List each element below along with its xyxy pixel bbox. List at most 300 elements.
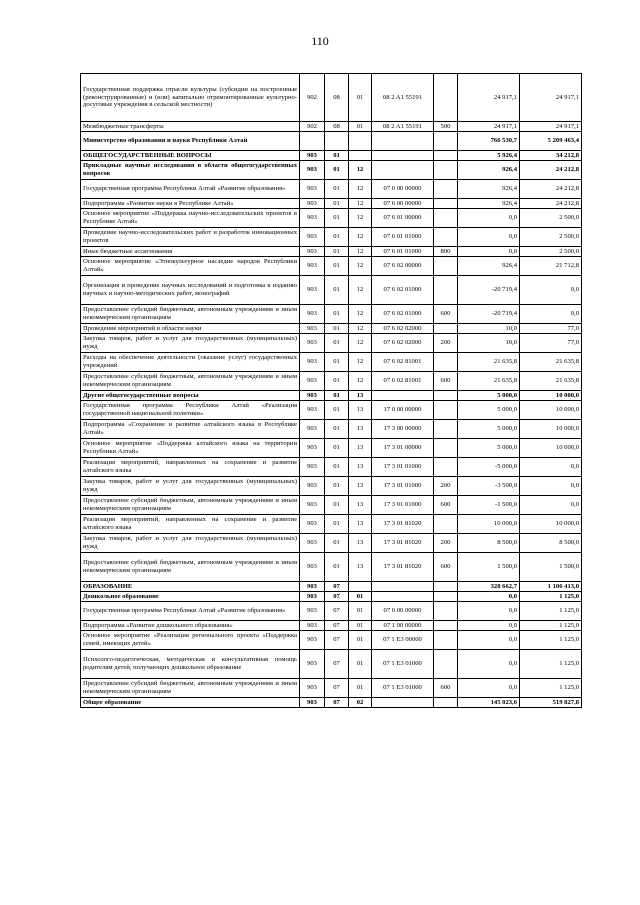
row-name: ОБРАЗОВАНИЕ: [81, 582, 300, 592]
row-name: Организация и проведение научных исследований и подготовка к изданию научных и научно-методических работ, монографий: [81, 276, 300, 305]
cell-section: 01: [325, 257, 349, 276]
cell-subsection: 12: [349, 257, 372, 276]
cell-amount-2: 1 500,0: [520, 553, 582, 582]
cell-section: 07: [325, 621, 349, 631]
cell-ved: 903: [300, 631, 325, 650]
cell-target-article: 07 6 01 01000: [372, 247, 434, 257]
cell-target-article: 17 3 01 81020: [372, 553, 434, 582]
table-row: [81, 592, 582, 602]
cell-target-article: 17 3 01 01000: [372, 496, 434, 515]
row-name: Реализация мероприятий, направленных на сохранение и развитие алтайского языка: [81, 458, 300, 477]
cell-amount-2: 1 125,0: [520, 592, 582, 602]
cell-amount-2: 1 125,0: [520, 602, 582, 621]
cell-amount-2: 2 500,0: [520, 247, 582, 257]
cell-expense-type: [434, 199, 458, 209]
cell-expense-type: [434, 276, 458, 305]
cell-expense-type: [434, 324, 458, 334]
table-row: [81, 74, 582, 122]
cell-amount-1: 0,0: [458, 602, 520, 621]
cell-expense-type: 600: [434, 305, 458, 324]
cell-subsection: 12: [349, 247, 372, 257]
cell-expense-type: 800: [434, 247, 458, 257]
table-row: [81, 324, 582, 334]
cell-section: 07: [325, 650, 349, 679]
cell-ved: 903: [300, 276, 325, 305]
cell-ved: 903: [300, 553, 325, 582]
cell-amount-1: -5 000,0: [458, 458, 520, 477]
cell-subsection: 01: [349, 74, 372, 122]
budget-table: [80, 73, 582, 708]
cell-ved: 903: [300, 324, 325, 334]
table-row: [81, 334, 582, 353]
cell-target-article: 07 0 00 00000: [372, 602, 434, 621]
row-name: Предоставление субсидий бюджетным, автономным учреждениям и иным некоммерческим организациям: [81, 496, 300, 515]
cell-section: 08: [325, 74, 349, 122]
cell-subsection: 12: [349, 228, 372, 247]
cell-expense-type: [434, 592, 458, 602]
cell-expense-type: 500: [434, 122, 458, 132]
cell-section: 07: [325, 582, 349, 592]
cell-section: 01: [325, 247, 349, 257]
cell-target-article: [372, 391, 434, 401]
cell-amount-2: 2 500,0: [520, 228, 582, 247]
row-name: Другие общегосударственные вопросы: [81, 391, 300, 401]
table-row: [81, 621, 582, 631]
row-name: Основное мероприятие «Поддержка научно-исследовательских проектов в Республике Алтай»: [81, 209, 300, 228]
cell-ved: [300, 132, 325, 151]
cell-amount-1: -20 719,4: [458, 276, 520, 305]
row-name: Основное мероприятие «Поддержка алтайского языка на территории Республики Алтай»: [81, 439, 300, 458]
cell-amount-2: 5 209 463,4: [520, 132, 582, 151]
cell-amount-2: 34 212,8: [520, 151, 582, 161]
cell-section: 01: [325, 496, 349, 515]
cell-target-article: 17 3 01 00000: [372, 439, 434, 458]
table-row: [81, 180, 582, 199]
cell-amount-2: 21 712,8: [520, 257, 582, 276]
cell-target-article: 07 6 00 00000: [372, 199, 434, 209]
cell-ved: 903: [300, 257, 325, 276]
table-row: [81, 151, 582, 161]
cell-expense-type: [434, 391, 458, 401]
cell-expense-type: 200: [434, 534, 458, 553]
cell-target-article: 07 6 02 81001: [372, 372, 434, 391]
cell-expense-type: [434, 151, 458, 161]
table-row: [81, 553, 582, 582]
row-name: Государственная программа Республики Алтай «Развитие образования»: [81, 602, 300, 621]
cell-amount-2: 1 125,0: [520, 650, 582, 679]
cell-section: 01: [325, 334, 349, 353]
row-name: Министерство образования и науки Республики Алтай: [81, 132, 300, 151]
cell-target-article: 07 1 E3 00000: [372, 631, 434, 650]
cell-ved: 903: [300, 372, 325, 391]
row-name: Иные бюджетные ассигнования: [81, 247, 300, 257]
cell-section: 01: [325, 372, 349, 391]
cell-amount-2: 519 827,8: [520, 698, 582, 708]
cell-target-article: 07 6 02 01000: [372, 305, 434, 324]
cell-section: 01: [325, 199, 349, 209]
row-name: Психолого-педагогическая, методическая и консультативная помощь родителям детей, получающих дошкольное образование: [81, 650, 300, 679]
cell-section: 01: [325, 228, 349, 247]
table-row: [81, 132, 582, 151]
table-row: [81, 582, 582, 592]
cell-ved: 903: [300, 439, 325, 458]
cell-target-article: 17 3 00 00000: [372, 420, 434, 439]
cell-amount-2: 77,0: [520, 334, 582, 353]
page-number: 110: [311, 34, 329, 48]
cell-subsection: 02: [349, 698, 372, 708]
row-name: Межбюджетные трансферты: [81, 122, 300, 132]
cell-subsection: [349, 151, 372, 161]
cell-amount-2: 0,0: [520, 305, 582, 324]
cell-section: 01: [325, 439, 349, 458]
cell-amount-1: 926,4: [458, 161, 520, 180]
cell-amount-1: 0,0: [458, 247, 520, 257]
cell-ved: 903: [300, 602, 325, 621]
cell-amount-1: 5 000,0: [458, 391, 520, 401]
row-name: Закупка товаров, работ и услуг для государственных (муниципальных) нужд: [81, 334, 300, 353]
cell-section: 01: [325, 161, 349, 180]
cell-amount-2: 21 635,8: [520, 372, 582, 391]
cell-ved: 902: [300, 122, 325, 132]
cell-ved: 903: [300, 401, 325, 420]
cell-amount-2: 24 917,1: [520, 74, 582, 122]
cell-target-article: 17 3 01 81020: [372, 534, 434, 553]
cell-amount-1: 5 926,4: [458, 151, 520, 161]
cell-expense-type: 200: [434, 477, 458, 496]
cell-subsection: 13: [349, 553, 372, 582]
table-row: [81, 391, 582, 401]
cell-expense-type: [434, 631, 458, 650]
cell-expense-type: 600: [434, 553, 458, 582]
cell-section: 07: [325, 592, 349, 602]
cell-section: 01: [325, 477, 349, 496]
cell-amount-1: 21 635,8: [458, 353, 520, 372]
cell-amount-2: 21 635,8: [520, 353, 582, 372]
cell-target-article: 08 2 A1 55191: [372, 74, 434, 122]
cell-amount-2: 77,0: [520, 324, 582, 334]
cell-amount-1: 926,4: [458, 199, 520, 209]
cell-ved: 903: [300, 151, 325, 161]
cell-amount-2: 24 212,8: [520, 199, 582, 209]
table-row: [81, 631, 582, 650]
cell-expense-type: [434, 228, 458, 247]
cell-subsection: 01: [349, 679, 372, 698]
cell-ved: 903: [300, 353, 325, 372]
cell-amount-1: 0,0: [458, 650, 520, 679]
cell-ved: 903: [300, 592, 325, 602]
row-name: Основное мероприятие «Реализация регионального проекта «Поддержка семей, имеющих детей»: [81, 631, 300, 650]
cell-amount-1: -3 500,0: [458, 477, 520, 496]
cell-amount-2: 1 125,0: [520, 631, 582, 650]
cell-subsection: 13: [349, 496, 372, 515]
cell-section: 01: [325, 353, 349, 372]
cell-amount-2: 10 000,0: [520, 439, 582, 458]
cell-section: 01: [325, 276, 349, 305]
row-name: Подпрограмма «Развитие науки в Республике Алтай»: [81, 199, 300, 209]
cell-section: 07: [325, 698, 349, 708]
cell-ved: 903: [300, 698, 325, 708]
cell-subsection: 12: [349, 353, 372, 372]
cell-amount-2: 10 000,0: [520, 391, 582, 401]
cell-subsection: 12: [349, 305, 372, 324]
table-row: [81, 247, 582, 257]
cell-expense-type: 200: [434, 334, 458, 353]
cell-subsection: 13: [349, 401, 372, 420]
cell-target-article: 07 6 02 02000: [372, 334, 434, 353]
cell-target-article: 07 6 01 01000: [372, 228, 434, 247]
cell-target-article: [372, 582, 434, 592]
row-name: Предоставление субсидий бюджетным, автономным учреждениям и иным некоммерческим организациям: [81, 372, 300, 391]
cell-section: 08: [325, 122, 349, 132]
table-row: [81, 698, 582, 708]
table-row: [81, 439, 582, 458]
row-name: Основное мероприятие «Этнокультурное наследие народов Республики Алтай»: [81, 257, 300, 276]
cell-amount-1: 0,0: [458, 228, 520, 247]
cell-expense-type: [434, 132, 458, 151]
cell-section: 07: [325, 602, 349, 621]
cell-subsection: 12: [349, 161, 372, 180]
cell-section: 01: [325, 209, 349, 228]
cell-target-article: 07 1 E3 01000: [372, 679, 434, 698]
cell-amount-2: 8 500,0: [520, 534, 582, 553]
cell-subsection: 13: [349, 534, 372, 553]
cell-section: 01: [325, 534, 349, 553]
cell-subsection: 12: [349, 372, 372, 391]
table-row: [81, 602, 582, 621]
cell-amount-2: 24 212,8: [520, 180, 582, 199]
table-row: [81, 257, 582, 276]
cell-ved: 903: [300, 180, 325, 199]
cell-ved: 903: [300, 582, 325, 592]
cell-expense-type: [434, 209, 458, 228]
table-row: [81, 161, 582, 180]
cell-ved: 903: [300, 534, 325, 553]
row-name: Проведение мероприятий в области науки: [81, 324, 300, 334]
cell-expense-type: [434, 439, 458, 458]
cell-ved: 903: [300, 334, 325, 353]
table-row: [81, 228, 582, 247]
cell-expense-type: [434, 420, 458, 439]
table-row: [81, 420, 582, 439]
cell-expense-type: [434, 582, 458, 592]
cell-subsection: [349, 582, 372, 592]
cell-section: 01: [325, 458, 349, 477]
cell-subsection: 13: [349, 420, 372, 439]
table-row: [81, 353, 582, 372]
cell-section: 01: [325, 420, 349, 439]
cell-target-article: [372, 151, 434, 161]
cell-ved: 903: [300, 305, 325, 324]
cell-ved: 903: [300, 458, 325, 477]
cell-ved: 903: [300, 679, 325, 698]
cell-section: 01: [325, 515, 349, 534]
cell-amount-1: 0,0: [458, 592, 520, 602]
cell-amount-1: 766 530,7: [458, 132, 520, 151]
cell-amount-1: 10 000,0: [458, 515, 520, 534]
table-row: [81, 679, 582, 698]
cell-ved: 903: [300, 515, 325, 534]
cell-ved: 903: [300, 161, 325, 180]
cell-subsection: 12: [349, 334, 372, 353]
cell-ved: 903: [300, 420, 325, 439]
cell-expense-type: [434, 698, 458, 708]
cell-ved: 903: [300, 496, 325, 515]
row-name: Закупка товаров, работ и услуг для государственных (муниципальных) нужд: [81, 477, 300, 496]
table-row: [81, 496, 582, 515]
cell-subsection: 13: [349, 477, 372, 496]
cell-ved: 903: [300, 209, 325, 228]
cell-section: 07: [325, 679, 349, 698]
cell-target-article: 07 6 02 01000: [372, 276, 434, 305]
cell-subsection: 12: [349, 209, 372, 228]
row-name: Проведение научно-исследовательских работ и разработок инновационных проектов: [81, 228, 300, 247]
table-row: [81, 458, 582, 477]
cell-target-article: 07 6 02 81001: [372, 353, 434, 372]
cell-amount-1: 328 662,7: [458, 582, 520, 592]
row-name: Расходы на обеспечение деятельности (оказание услуг) государственных учреждений: [81, 353, 300, 372]
cell-amount-2: 0,0: [520, 477, 582, 496]
cell-amount-2: 0,0: [520, 458, 582, 477]
cell-subsection: 12: [349, 324, 372, 334]
cell-ved: 903: [300, 477, 325, 496]
cell-subsection: 13: [349, 391, 372, 401]
cell-expense-type: 600: [434, 496, 458, 515]
cell-ved: 902: [300, 74, 325, 122]
cell-subsection: 01: [349, 621, 372, 631]
table-row: [81, 477, 582, 496]
row-name: ОБЩЕГОСУДАРСТВЕННЫЕ ВОПРОСЫ: [81, 151, 300, 161]
cell-expense-type: [434, 621, 458, 631]
cell-subsection: 01: [349, 631, 372, 650]
cell-amount-1: 24 917,1: [458, 74, 520, 122]
table-row: [81, 372, 582, 391]
row-name: Реализация мероприятий, направленных на сохранение и развитие алтайского языка: [81, 515, 300, 534]
cell-subsection: [349, 132, 372, 151]
cell-amount-1: 0,0: [458, 209, 520, 228]
row-name: Общее образование: [81, 698, 300, 708]
cell-amount-1: 5 000,0: [458, 420, 520, 439]
cell-expense-type: [434, 650, 458, 679]
cell-subsection: 12: [349, 199, 372, 209]
cell-amount-1: 0,0: [458, 621, 520, 631]
cell-amount-2: 10 000,0: [520, 420, 582, 439]
cell-ved: 903: [300, 228, 325, 247]
cell-target-article: [372, 698, 434, 708]
cell-section: 01: [325, 151, 349, 161]
cell-section: 01: [325, 305, 349, 324]
cell-expense-type: [434, 180, 458, 199]
cell-expense-type: [434, 515, 458, 534]
cell-target-article: [372, 592, 434, 602]
cell-amount-2: 24 212,8: [520, 161, 582, 180]
table-row: [81, 305, 582, 324]
cell-target-article: 07 1 E3 01000: [372, 650, 434, 679]
table-row: [81, 515, 582, 534]
cell-ved: 903: [300, 621, 325, 631]
cell-section: 01: [325, 553, 349, 582]
cell-amount-1: 5 000,0: [458, 401, 520, 420]
cell-amount-2: 24 917,1: [520, 122, 582, 132]
cell-target-article: 17 3 01 01000: [372, 477, 434, 496]
cell-expense-type: 600: [434, 679, 458, 698]
row-name: Предоставление субсидий бюджетным, автономным учреждениям и иным некоммерческим организациям: [81, 553, 300, 582]
cell-expense-type: [434, 161, 458, 180]
cell-amount-1: 1 500,0: [458, 553, 520, 582]
cell-ved: 903: [300, 247, 325, 257]
cell-ved: 903: [300, 391, 325, 401]
table-row: [81, 209, 582, 228]
cell-target-article: 07 6 02 00000: [372, 257, 434, 276]
cell-ved: 903: [300, 650, 325, 679]
cell-expense-type: [434, 602, 458, 621]
table-row: [81, 650, 582, 679]
table-body: [81, 74, 582, 708]
table-row: [81, 122, 582, 132]
cell-amount-1: 0,0: [458, 679, 520, 698]
cell-amount-1: 145 023,6: [458, 698, 520, 708]
cell-amount-1: 10,0: [458, 334, 520, 353]
table-row: [81, 401, 582, 420]
cell-expense-type: [434, 257, 458, 276]
cell-target-article: [372, 132, 434, 151]
cell-expense-type: [434, 401, 458, 420]
cell-amount-1: 926,4: [458, 257, 520, 276]
row-name: Государственная программа Республики Алтай «Реализация государственной национальной политики»: [81, 401, 300, 420]
cell-amount-1: 24 917,1: [458, 122, 520, 132]
row-name: Государственная поддержка отрасли культуры (субсидии на построенные (реконструированные) и (или) капитально отремонтированные культурно-досуговые учреждения в сельской местности): [81, 74, 300, 122]
cell-amount-1: 5 000,0: [458, 439, 520, 458]
cell-amount-1: -20 719,4: [458, 305, 520, 324]
cell-section: 01: [325, 180, 349, 199]
cell-target-article: 07 6 02 02000: [372, 324, 434, 334]
cell-amount-1: 926,4: [458, 180, 520, 199]
cell-section: 01: [325, 401, 349, 420]
cell-subsection: 13: [349, 515, 372, 534]
cell-subsection: 01: [349, 602, 372, 621]
cell-amount-1: -1 500,0: [458, 496, 520, 515]
cell-amount-2: 1 106 413,0: [520, 582, 582, 592]
cell-amount-1: 21 635,8: [458, 372, 520, 391]
cell-amount-2: 10 000,0: [520, 515, 582, 534]
cell-expense-type: 600: [434, 372, 458, 391]
row-name: Предоставление субсидий бюджетным, автономным учреждениям и иным некоммерческим организациям: [81, 305, 300, 324]
cell-amount-2: 0,0: [520, 276, 582, 305]
cell-subsection: 01: [349, 122, 372, 132]
cell-target-article: [372, 161, 434, 180]
cell-subsection: 13: [349, 439, 372, 458]
cell-subsection: 01: [349, 650, 372, 679]
cell-target-article: 07 0 00 00000: [372, 180, 434, 199]
cell-target-article: 17 0 00 00000: [372, 401, 434, 420]
row-name: Прикладные научные исследования в области общегосударственных вопросов: [81, 161, 300, 180]
cell-amount-2: 2 500,0: [520, 209, 582, 228]
cell-amount-2: 1 125,0: [520, 679, 582, 698]
cell-subsection: 12: [349, 276, 372, 305]
row-name: Государственная программа Республики Алтай «Развитие образования»: [81, 180, 300, 199]
cell-amount-2: 10 000,0: [520, 401, 582, 420]
cell-expense-type: [434, 458, 458, 477]
cell-section: 01: [325, 391, 349, 401]
row-name: Подпрограмма «Сохранение и развитие алтайского языка в Республике Алтай»: [81, 420, 300, 439]
row-name: Дошкольное образование: [81, 592, 300, 602]
cell-amount-1: 10,0: [458, 324, 520, 334]
cell-subsection: 12: [349, 180, 372, 199]
table-row: [81, 534, 582, 553]
cell-target-article: 08 2 A1 55191: [372, 122, 434, 132]
cell-target-article: 07 6 01 00000: [372, 209, 434, 228]
table-row: [81, 276, 582, 305]
row-name: Закупка товаров, работ и услуг для государственных (муниципальных) нужд: [81, 534, 300, 553]
